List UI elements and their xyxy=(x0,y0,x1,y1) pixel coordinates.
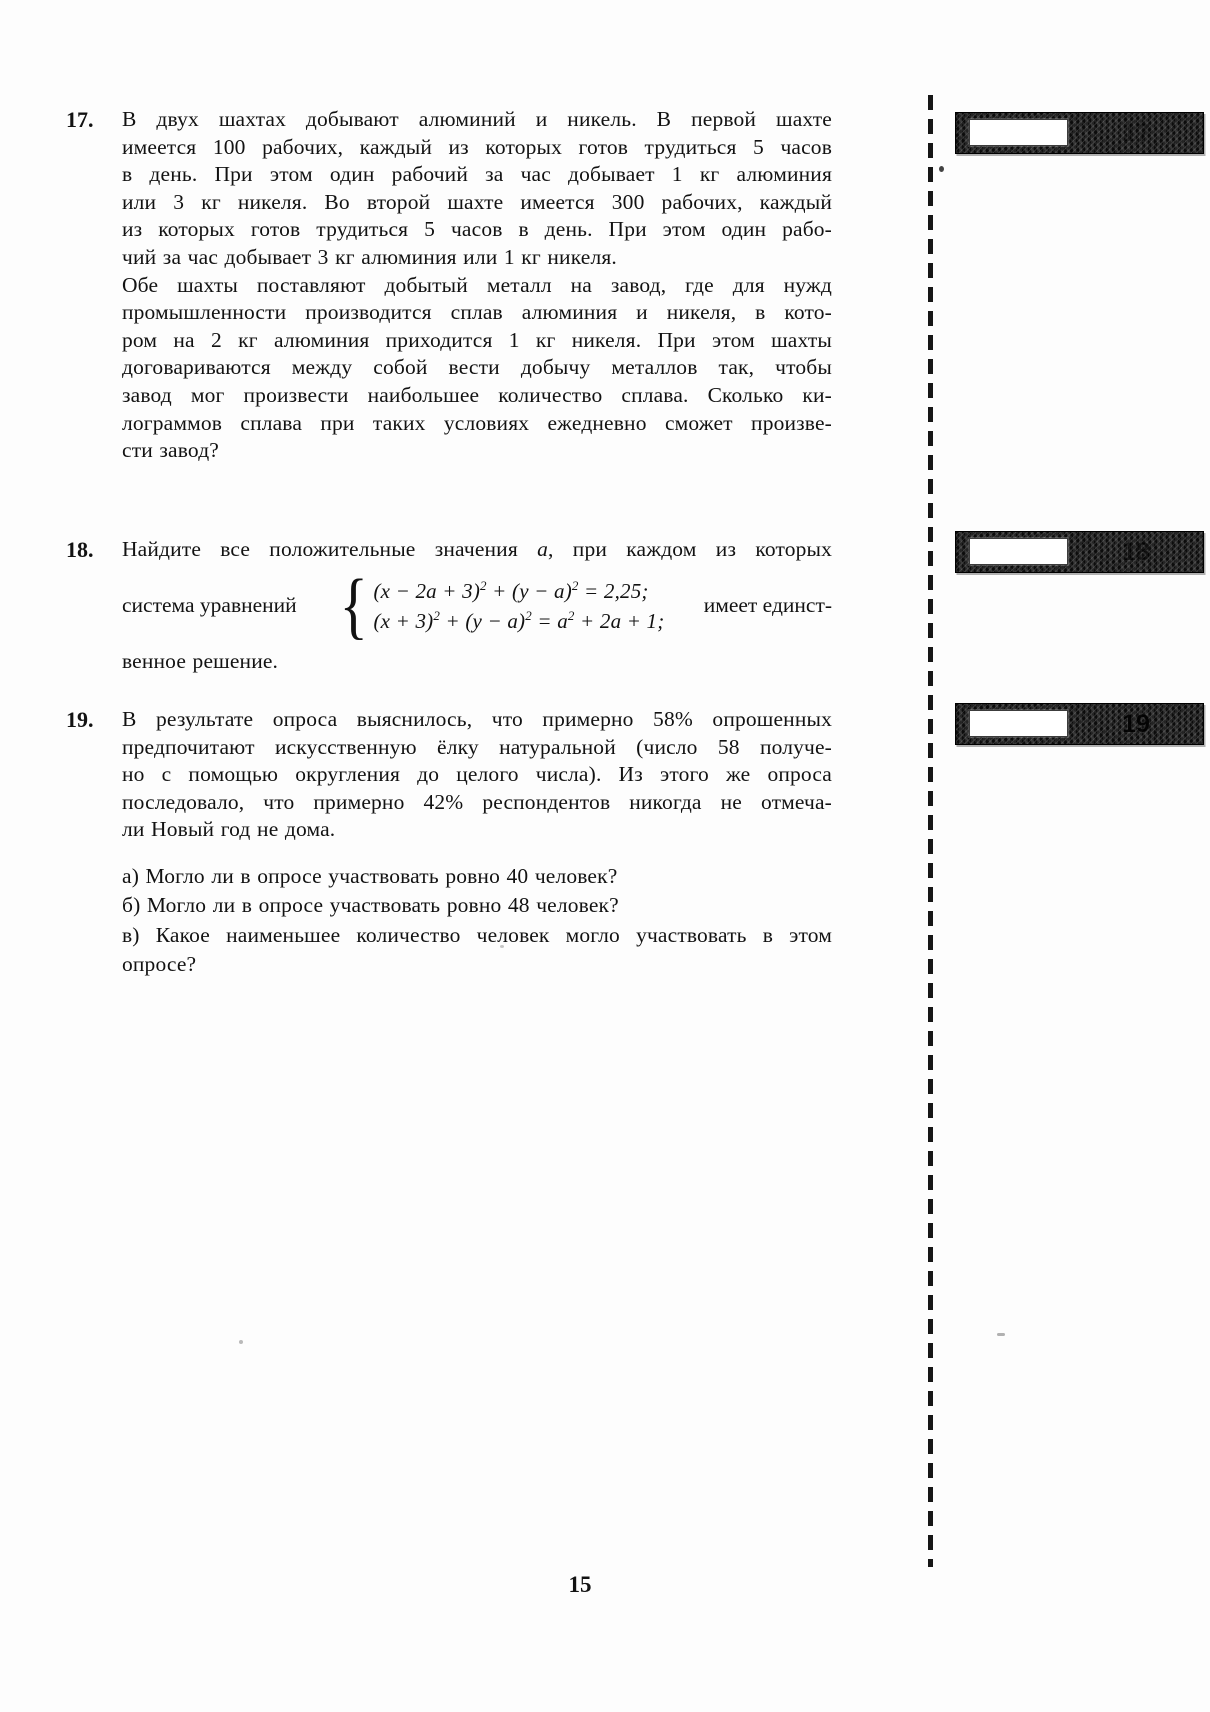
text-line: ром на 2 кг алюминия приходится 1 кг никеля. При этом шахты xyxy=(122,327,832,352)
text-line: ли Новый год не дома. xyxy=(122,817,336,842)
scan-speck xyxy=(997,1333,1005,1336)
problem-number: 18. xyxy=(66,537,94,562)
sub-question-v: в) Какое наименьшее количество человек могло участвовать в этом xyxy=(122,922,832,947)
equation-system xyxy=(336,564,665,647)
scan-speck xyxy=(939,166,944,172)
exponent: 2 xyxy=(571,577,579,593)
answer-box-18 xyxy=(955,531,1204,573)
answer-box-window xyxy=(969,119,1068,146)
text-line: имеется 100 рабочих, каждый из которых готов трудиться 5 часов xyxy=(122,134,832,159)
answer-box-19 xyxy=(955,703,1204,745)
problem-18 xyxy=(66,536,832,675)
exponent: 2 xyxy=(525,607,532,623)
problem-number: 19. xyxy=(66,707,94,732)
sub-question-b: б) Могло ли в опросе участвовать ровно 48 человек? xyxy=(122,893,619,918)
equations xyxy=(373,577,664,635)
equation-1: $(x - 2a + 3)^2 + (y - a)^2 = 2,25$; xyxy=(373,577,649,603)
sub-questions xyxy=(122,862,832,980)
answer-box-label: 18 xyxy=(1122,538,1150,566)
system-brace: { xyxy=(339,564,368,647)
text-line: сти завод? xyxy=(122,438,219,463)
answer-box-window xyxy=(969,710,1068,737)
margin-dashed-line xyxy=(928,95,933,1567)
text-line: договариваются между собой вести добычу металлов так, чтобы xyxy=(122,355,832,380)
answer-box-label: 17 xyxy=(1122,119,1150,147)
sub-question-a: а) Могло ли в опросе участвовать ровно 40 человек? xyxy=(122,863,618,888)
text-line: последовало, что примерно 42% респондентов никогда не отмеча- xyxy=(122,789,832,814)
text-line: из которых готов трудиться 5 часов в день. При этом один рабо- xyxy=(122,217,832,242)
text-line: В двух шахтах добывают алюминий и никель. В первой шахте xyxy=(122,107,832,131)
text-line: или 3 кг никеля. Во второй шахте имеется 300 рабочих, каждый xyxy=(122,189,832,214)
text-line: предпочитают искусственную ёлку натуральной (число 58 получе- xyxy=(122,734,832,759)
math-variable: a xyxy=(537,537,549,561)
text-line: промышленности производится сплав алюминия и никеля, в кото- xyxy=(122,300,832,325)
text-segment: Найдите все положительные значения xyxy=(122,537,538,561)
equation-system-row xyxy=(122,564,832,648)
answer-box-label: 19 xyxy=(1122,710,1150,738)
exponent: 2 xyxy=(567,607,575,623)
text-line: в день. При этом один рабочий за час добывает 1 кг алюминия xyxy=(122,162,832,187)
text-line: В результате опроса выяснилось, что примерно 58% опрошенных xyxy=(122,707,832,731)
problem-number: 17. xyxy=(66,107,94,132)
text-segment: имеет единст- xyxy=(703,593,832,618)
text-line: чий за час добывает 3 кг алюминия или 1 кг никеля. xyxy=(122,244,617,269)
text-line: лограммов сплава при таких условиях ежедневно сможет произве- xyxy=(122,410,832,435)
scan-speck xyxy=(239,1340,243,1344)
scan-speck xyxy=(500,945,504,948)
text-segment: , при каждом из которых xyxy=(548,537,832,561)
text-line: завод мог произвести наибольшее количество сплава. Сколько ки- xyxy=(122,382,832,407)
page-number: 15 xyxy=(568,1572,592,1597)
text-line: венное решение. xyxy=(122,648,279,673)
problem-text xyxy=(122,706,832,980)
answer-box-17 xyxy=(955,112,1204,154)
exponent: 2 xyxy=(480,577,487,593)
text-line: но с помощью округления до целого числа). Из этого же опроса xyxy=(122,762,832,787)
exponent: 2 xyxy=(433,607,441,623)
sub-question-v-wrap: опросе? xyxy=(122,952,197,977)
answer-box-window xyxy=(969,538,1068,565)
text-line xyxy=(122,536,832,564)
problem-19 xyxy=(66,706,832,980)
problem-17 xyxy=(66,106,832,465)
equation-2: $(x + 3)^2 + (y - a)^2 = a^2 + 2a + 1$; xyxy=(373,607,665,633)
problem-text xyxy=(122,106,832,465)
text-line: Обе шахты поставляют добытый металл на завод, где для нужд xyxy=(122,272,832,297)
text-segment: система уравнений xyxy=(122,593,297,618)
problem-text xyxy=(122,536,832,675)
